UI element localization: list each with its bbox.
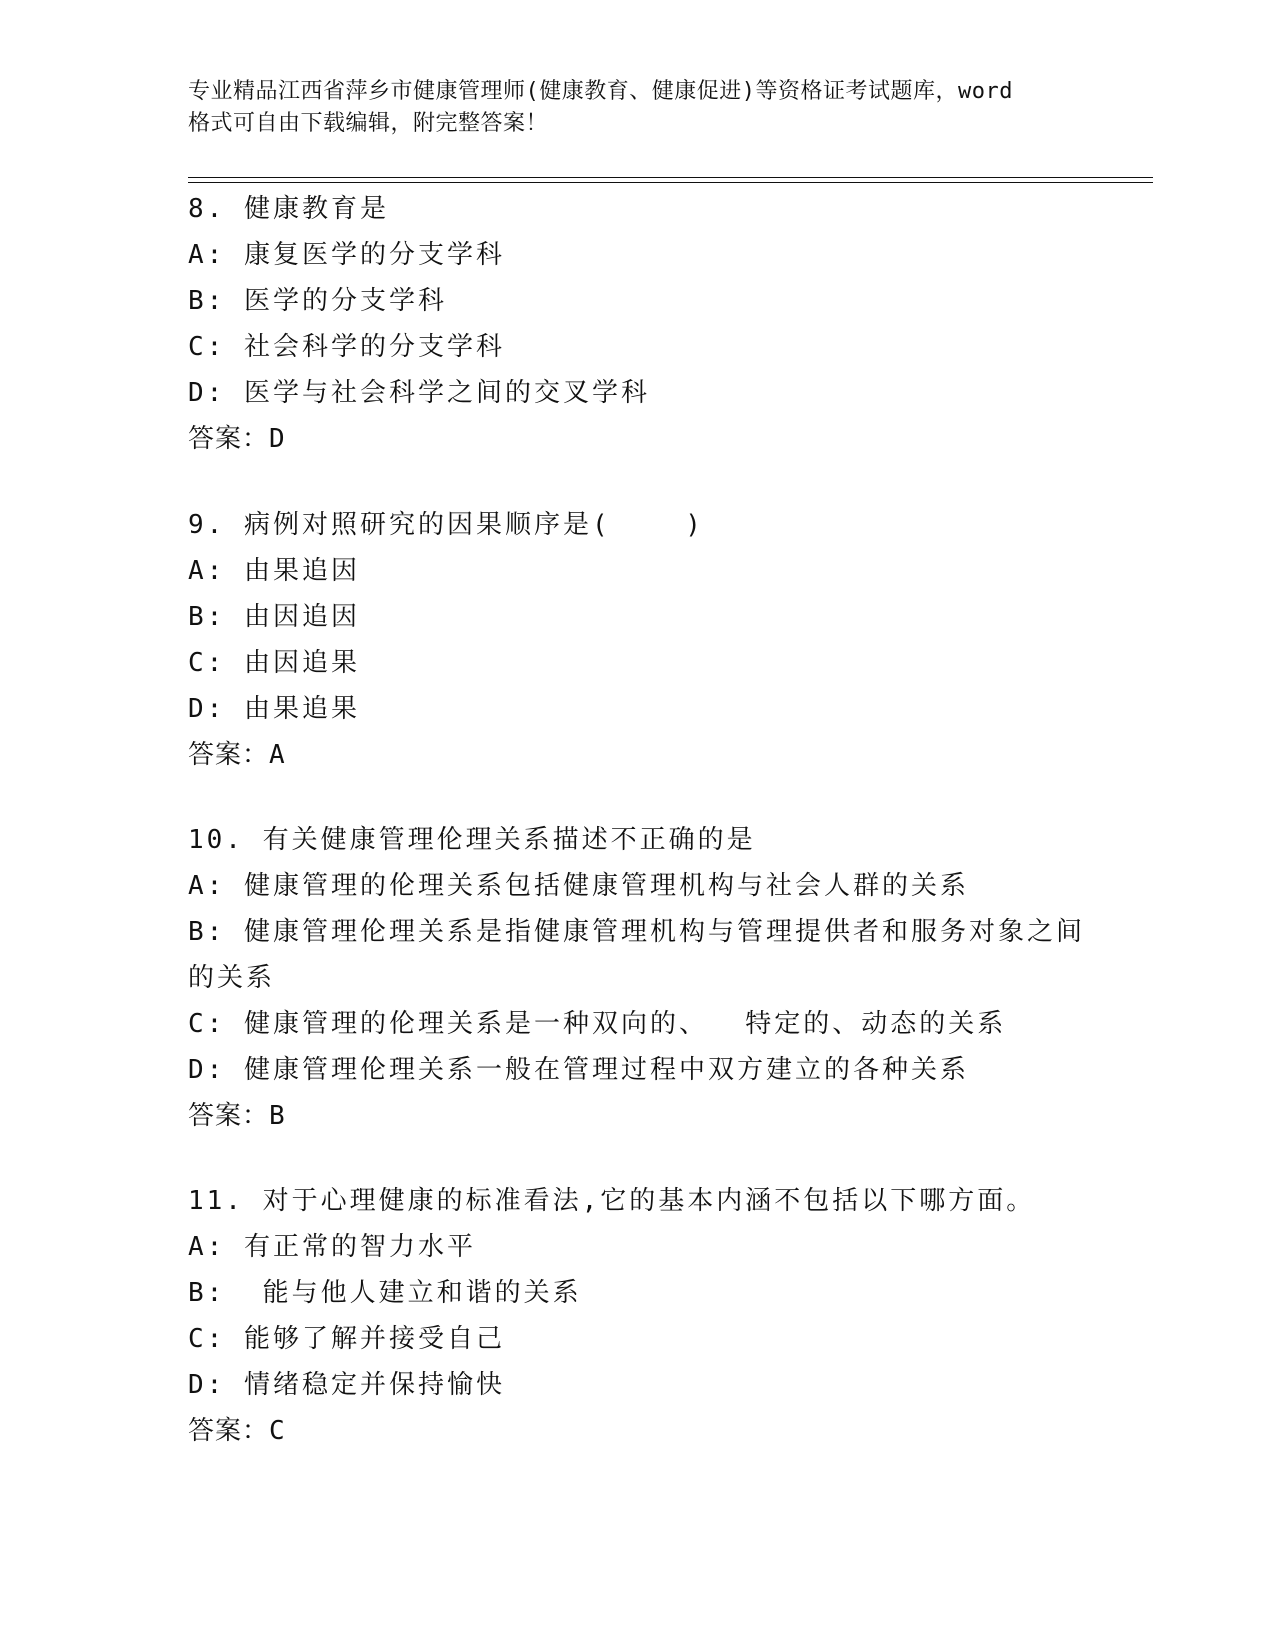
answer-line xyxy=(188,732,1088,778)
question-9 xyxy=(188,502,1088,778)
option-b-continuation: 的关系 xyxy=(188,963,276,993)
answer-line xyxy=(188,1093,1088,1139)
question-8 xyxy=(188,186,1088,462)
question-11 xyxy=(188,1178,1088,1454)
answer-value: D xyxy=(269,424,286,454)
option-a: A: 健康管理的伦理关系包括健康管理机构与社会人群的关系 xyxy=(188,871,969,901)
option-c: C: 能够了解并接受自己 xyxy=(188,1324,505,1354)
document-header xyxy=(188,76,1108,140)
question-stem: 9. 病例对照研究的因果顺序是( ) xyxy=(188,510,704,540)
header-line-1: 专业精品江西省萍乡市健康管理师(健康教育、健康促进)等资格证考试题库，word xyxy=(188,79,1013,104)
header-divider-top xyxy=(188,177,1153,178)
option-c: C: 健康管理的伦理关系是一种双向的、 特定的、动态的关系 xyxy=(188,1009,1007,1039)
option-d: D: 情绪稳定并保持愉快 xyxy=(188,1370,505,1400)
answer-value: C xyxy=(269,1416,286,1446)
option-c: C: 由因追果 xyxy=(188,648,360,678)
question-stem: 10. 有关健康管理伦理关系描述不正确的是 xyxy=(188,825,756,855)
option-d: D: 由果追果 xyxy=(188,694,360,724)
answer-label: 答案： xyxy=(188,1101,270,1131)
answer-label: 答案： xyxy=(188,424,270,454)
option-a: A: 有正常的智力水平 xyxy=(188,1232,476,1262)
question-stem: 8. 健康教育是 xyxy=(188,194,389,224)
option-d: D: 医学与社会科学之间的交叉学科 xyxy=(188,378,650,408)
answer-line xyxy=(188,416,1088,462)
answer-value: B xyxy=(269,1101,286,1131)
option-b: B: 能与他人建立和谐的关系 xyxy=(188,1278,582,1308)
header-divider-bottom xyxy=(188,182,1153,183)
option-b: B: 医学的分支学科 xyxy=(188,286,447,316)
answer-label: 答案： xyxy=(188,1416,270,1446)
answer-line xyxy=(188,1408,1088,1454)
answer-label: 答案： xyxy=(188,740,270,770)
header-line-2: 格式可自由下载编辑，附完整答案！ xyxy=(188,111,549,136)
option-a: A: 康复医学的分支学科 xyxy=(188,240,505,270)
option-b: B: 健康管理伦理关系是指健康管理机构与管理提供者和服务对象之间 xyxy=(188,917,1085,947)
option-d: D: 健康管理伦理关系一般在管理过程中双方建立的各种关系 xyxy=(188,1055,969,1085)
option-a: A: 由果追因 xyxy=(188,556,360,586)
option-c: C: 社会科学的分支学科 xyxy=(188,332,505,362)
option-b: B: 由因追因 xyxy=(188,602,360,632)
question-stem: 11. 对于心理健康的标准看法,它的基本内涵不包括以下哪方面。 xyxy=(188,1186,1036,1216)
question-10 xyxy=(188,817,1088,1139)
answer-value: A xyxy=(269,740,286,770)
